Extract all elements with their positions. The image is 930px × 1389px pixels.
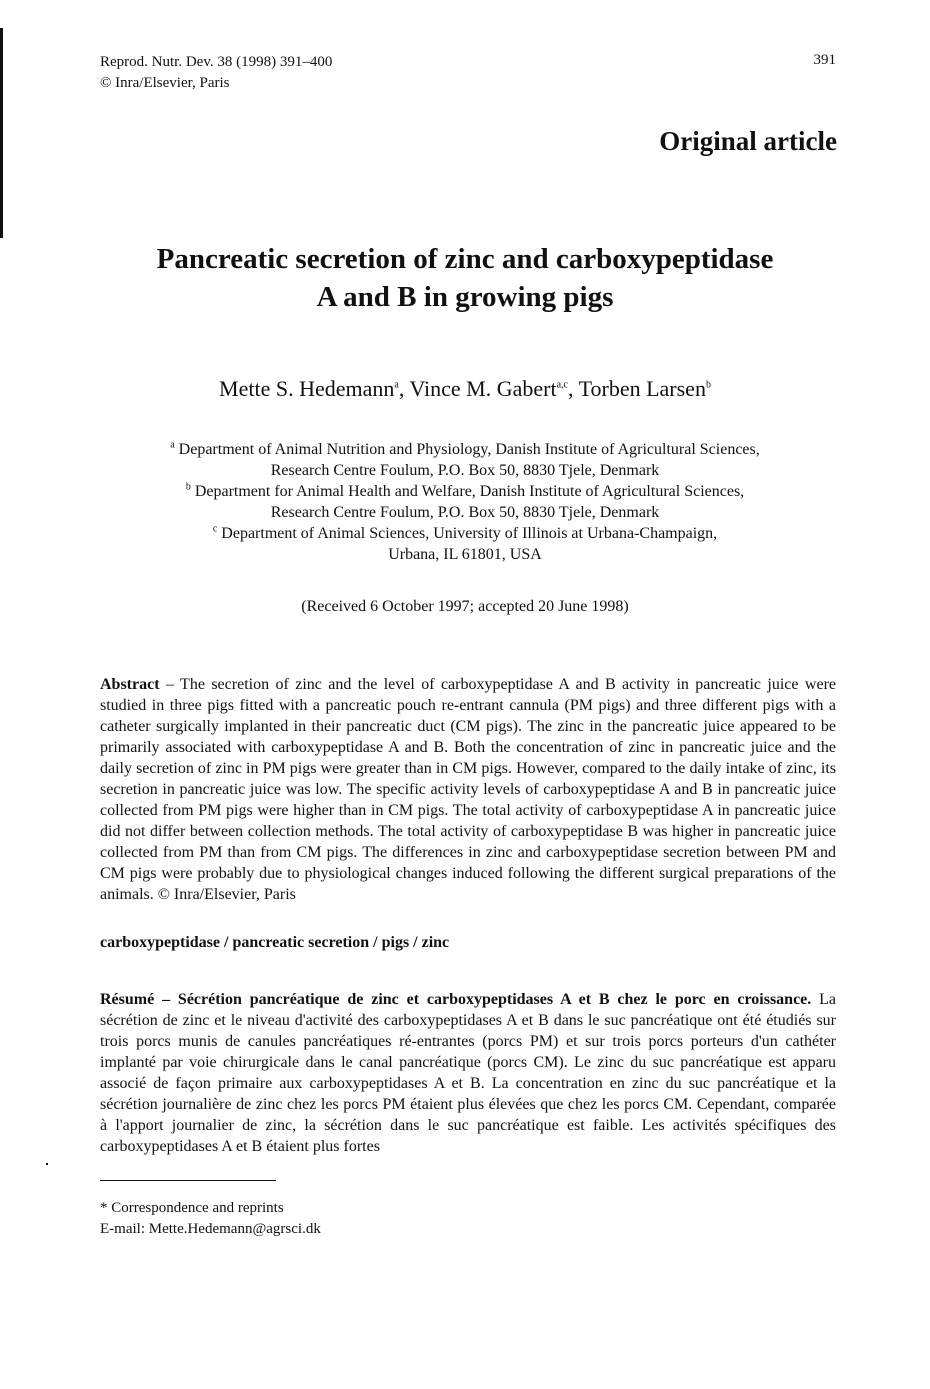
page-number: 391 [813,52,836,68]
keywords: carboxypeptidase / pancreatic secretion / pigs / zinc [100,934,450,951]
journal-citation: Reprod. Nutr. Dev. 38 (1998) 391–400 [100,54,333,70]
author: Mette S. Hedemann$^a$, [219,376,410,401]
affiliation-mark: a [170,439,175,451]
affiliation-mark: c [212,523,218,535]
author-list [80,374,850,404]
article-type: Original article [659,126,837,156]
resume-text: La sécrétion de zinc et le niveau d'activité des carboxypeptidases A et B dans le suc pancréatique ont été étudiés sur trois porcs munis de canules pancréatiques ré-entrantes (porcs PM) et sur trois porcs porteurs d'un cathéter implanté par voie chirurgicale dans le canal pancréatique (porcs CM). Le zinc du suc pancréatique est apparu associé de façon primaire aux carboxypeptidases A et B. La concentration en zinc du suc pancréatique et la sécrétion journalière de zinc chez les porcs PM étaient plus élevées que chez les porcs CM. Cependant, comparée à l'apport journalier de zinc, la sécrétion dans le suc pancréatique est faible. Les activités spécifiques des carboxypeptidases A et B étaient plus fortes [100,991,837,1155]
correspondence-note: * Correspondence and reprints [100,1200,284,1216]
affiliation-a: $^a$ Department of Animal Nutrition and Physiology, Danish Institute of Agricultural Sciences, Research Centre Foulum, P.O. Box 50, 8830 Tjele, Denmark [170,439,760,479]
abstract-text: – The secretion of zinc and the level of carboxypeptidase A and B activity in pancreatic juice were studied in three pigs fitted with a pancreatic pouch re-entrant cannula (PM pigs) and three different pigs with a catheter surgically implanted in their pancreatic duct (CM pigs). The zinc in the pancreatic juice appeared to be primarily associated with carboxypeptidase A and B. Both the concentration of zinc in pancreatic juice and the daily secretion of zinc in PM pigs were greater than in CM pigs. However, compared to the daily intake of zinc, its secretion in pancreatic juice was low. The specific activity levels of carboxypeptidase A and B in pancreatic juice collected from PM pigs were higher than in CM pigs. The total activity of carboxypeptidase A in pancreatic juice did not differ between collection methods. The total activity of carboxypeptidase B was higher in pancreatic juice collected from PM than from CM pigs. The differences in zinc and carboxypeptidase secretion between PM and CM pigs were probably due to physiological changes induced following the different surgical preparations of the animals. © Inra/Elsevier, Paris [100,676,836,903]
affiliation-c: $^c$ Department of Animal Sciences, University of Illinois at Urbana-Champaign, Urbana, IL 61801, USA [212,523,718,563]
footnotes [100,1198,321,1240]
author-affiliation-mark: b [705,379,711,391]
scan-edge-mark [0,28,3,238]
affiliation-mark: b [185,481,191,493]
title-line-2: A and B in growing pigs [316,281,614,313]
received-dates: (Received 6 October 1997; accepted 20 June 1998) [301,598,629,615]
title-line-1: Pancreatic secretion of zinc and carboxypeptidase [156,243,774,275]
footnote-divider [100,1180,276,1181]
affiliations [80,439,850,565]
affiliation-b: $^b$ Department for Animal Health and Welfare, Danish Institute of Agricultural Sciences, Research Centre Foulum, P.O. Box 50, 8830 Tjele, Denmark [185,481,745,521]
resume-title: – Sécrétion pancréatique de zinc et carboxypeptidases A et B chez le porc en croissance. [154,991,812,1008]
abstract-label: Abstract [100,676,160,693]
journal-header [100,52,332,94]
author: Vince M. Gabert$^{a,c}$, [409,376,579,401]
author-affiliation-mark: a,c [556,379,568,391]
resume [100,989,836,1157]
author-affiliation-mark: a [394,379,399,391]
scan-dot [46,1163,48,1165]
email-note: E-mail: Mette.Hedemann@agrsci.dk [100,1221,321,1237]
resume-label: Résumé [100,991,155,1008]
author: Torben Larsen$^b$ [578,376,711,401]
article-title [80,240,850,316]
publisher-line: © Inra/Elsevier, Paris [100,75,230,91]
abstract [100,674,836,905]
